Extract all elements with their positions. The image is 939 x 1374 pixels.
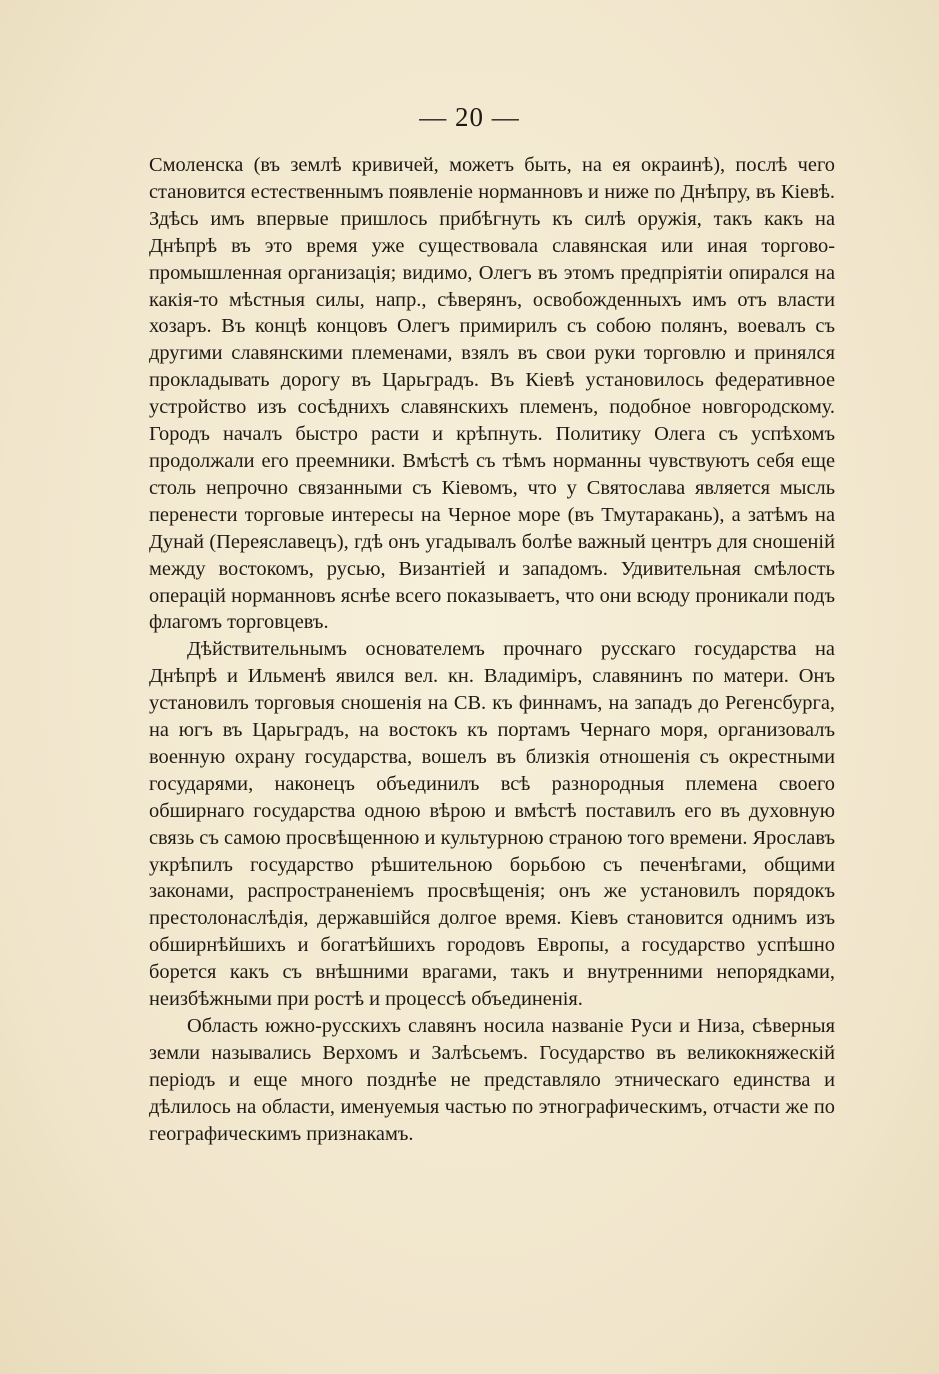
body-text	[149, 152, 835, 1148]
paragraph-2: Дѣйствительнымъ основателемъ прочнаго русскаго государства на Днѣпрѣ и Ильменѣ явился вел. кн. Владиміръ, славянинъ по матери. Онъ установилъ торговыя сношенія на СВ. къ финнамъ, на западъ до Регенсбурга, на югъ въ Царьградъ, на востокъ къ портамъ Чернаго моря, организовалъ военную охрану государства, вошелъ въ близкія отношенія съ окрестными государями, наконецъ объединилъ всѣ разнородныя племена своего обширнаго государства одною вѣрою и вмѣстѣ поставилъ его въ духовную связь съ самою просвѣщенною и культурною страною того времени. Ярославъ укрѣпилъ государство рѣшительною борьбою съ печенѣгами, общими законами, распространеніемъ просвѣщенія; онъ же установилъ порядокъ престолонаслѣдія, державшійся долгое время. Кіевъ становится однимъ изъ обширнѣйшихъ и богатѣйшихъ городовъ Европы, а государство успѣшно борется какъ съ внѣшними врагами, такъ и внутренними непорядками, неизбѣжными при ростѣ и процессѣ объединенія.	[149, 638, 835, 1011]
paragraph-3: Область южно-русскихъ славянъ носила названіе Руси и Низа, сѣверныя земли назывались Верхомъ и Залѣсьемъ. Государство въ великокняжескій періодъ и еще много позднѣе не представляло этническаго единства и дѣлилось на области, именуемыя частью по этнографическимъ, отчасти же по географическимъ признакамъ.	[149, 1015, 835, 1145]
page-number: — 20 —	[419, 102, 520, 132]
paragraph-1: Смоленска (въ землѣ кривичей, можетъ быть, на ея окраинѣ), послѣ чего становится естественнымъ появленіе норманновъ и ниже по Днѣпру, въ Кіевѣ. Здѣсь имъ впервые пришлось прибѣгнуть къ силѣ оружія, такъ какъ на Днѣпрѣ въ это время уже существовала славянская или иная торгово-промышленная организація; видимо, Олегъ въ этомъ предпріятіи опирался на какія-то мѣстныя силы, напр., сѣверянъ, освобожденныхъ имъ отъ власти хозаръ. Въ концѣ концовъ Олегъ примирилъ съ собою полянъ, воевалъ съ другими славянскими племенами, взялъ въ свои руки торговлю и принялся прокладывать дорогу въ Царьградъ. Въ Кіевѣ установилось федеративное устройство изъ сосѣднихъ славянскихъ племенъ, подобное новгородскому. Городъ началъ быстро расти и крѣпнуть. Политику Олега съ успѣхомъ продолжали его преемники. Вмѣстѣ съ тѣмъ норманны чувствуютъ себя еще столь непрочно связанными съ Кіевомъ, что у Святослава является мысль перенести торговые интересы на Черное море (въ Тмутаракань), а затѣмъ на Дунай (Переяславецъ), гдѣ онъ угадывалъ болѣе важный центръ для сношеній между востокомъ, русью, Византіей и западомъ. Удивительная смѣлость операцій норманновъ яснѣе всего показываетъ, что они всюду проникали подъ флагомъ торговцевъ.	[149, 154, 835, 634]
